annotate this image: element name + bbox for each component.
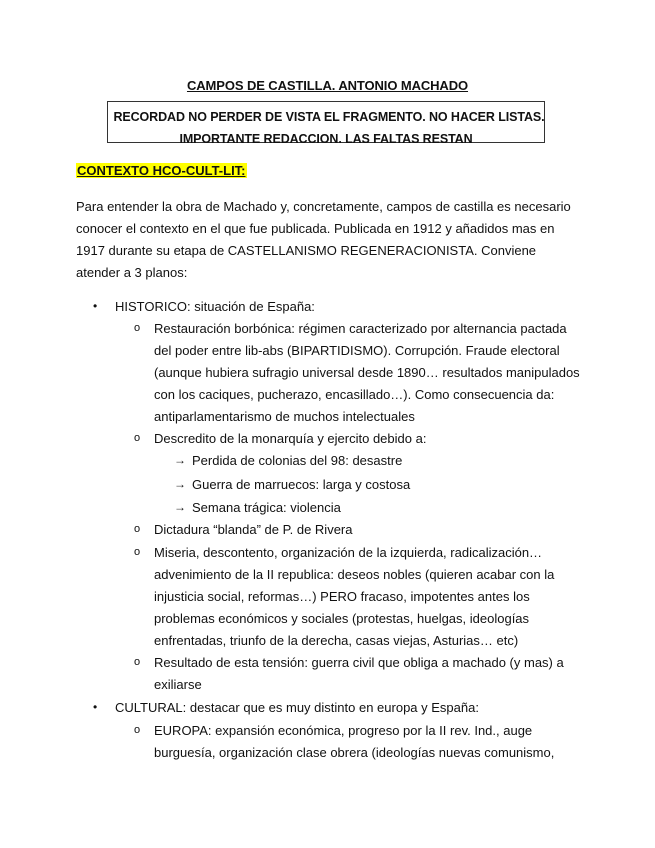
- miseria-line: advenimiento de la II republica: deseos nobles (quieren acabar con la: [154, 567, 555, 582]
- intro-line: atender a 3 planos:: [76, 265, 188, 280]
- restauracion-line: Restauración borbónica: régimen caracterizado por alternancia pactada: [154, 321, 567, 336]
- sub-bullet-marker: o: [134, 724, 141, 736]
- intro-line: 1917 durante su etapa de CASTELLANISMO REGENERACIONISTA. Conviene: [76, 243, 537, 258]
- miseria-line: enfrentadas, triunfo de la derecha, casas viejas, Asturias… etc): [154, 633, 519, 648]
- notice-box: [107, 101, 545, 146]
- document-title: CAMPOS DE CASTILLA. ANTONIO MACHADO: [186, 78, 469, 93]
- cultural-label: CULTURAL: destacar que es muy distinto en europa y España:: [115, 700, 479, 715]
- resultado-line: Resultado de esta tensión: guerra civil que obliga a machado (y mas) a: [154, 655, 564, 670]
- dictadura-line: Dictadura “blanda” de P. de Rivera: [154, 522, 353, 537]
- descredito-line: Descredito de la monarquía y ejercito debido a:: [154, 431, 427, 446]
- notice-line-1: RECORDAD NO PERDER DE VISTA EL FRAGMENTO. NO HACER LISTAS.: [113, 110, 545, 124]
- miseria-line: Miseria, descontento, organización de la izquierda, radicalización…: [154, 545, 543, 560]
- bullet-marker: •: [93, 299, 98, 313]
- resultado-line: exiliarse: [154, 677, 202, 692]
- sub-bullet-marker: o: [134, 546, 141, 558]
- section-heading: CONTEXTO HCO-CULT-LIT:: [77, 163, 246, 178]
- restauracion-line: con los caciques, pucherazo, encasillado…). Como consecuencia da:: [154, 387, 555, 402]
- descredito-item: Semana trágica: violencia: [192, 500, 341, 515]
- restauracion-line: antiparlamentarismo de muchos intelectuales: [154, 409, 415, 424]
- bullet-marker: •: [93, 700, 98, 714]
- sub-bullet-marker: o: [134, 322, 141, 334]
- intro-line: conocer el contexto en el que fue publicada. Publicada en 1912 y añadidos mas en: [76, 221, 555, 236]
- arrow-icon: →: [174, 453, 186, 467]
- sub-bullet-marker: o: [134, 432, 141, 444]
- miseria-line: injusticia social, reformas…) PERO fracaso, impotentes antes los: [154, 589, 530, 604]
- sub-bullet-marker: o: [134, 656, 141, 668]
- miseria-line: problemas económicos y sociales (protestas, huelgas, ideologías: [154, 611, 530, 626]
- restauracion-line: (aunque hubiera sufragio universal desde 1890… resultados manipulados: [154, 365, 580, 380]
- descredito-item: Guerra de marruecos: larga y costosa: [192, 477, 411, 492]
- europa-line: burguesía, organización clase obrera (ideologías nuevas comunismo,: [154, 745, 555, 760]
- europa-line: EUROPA: expansión económica, progreso por la II rev. Ind., auge: [154, 723, 533, 738]
- notice-line-2: IMPORTANTE REDACCION. LAS FALTAS RESTAN: [179, 132, 473, 146]
- arrow-icon: →: [174, 500, 186, 514]
- arrow-icon: →: [174, 477, 186, 491]
- descredito-item: Perdida de colonias del 98: desastre: [192, 453, 403, 468]
- historico-label: HISTORICO: situación de España:: [115, 299, 315, 314]
- intro-line: Para entender la obra de Machado y, concretamente, campos de castilla es necesario: [76, 199, 571, 214]
- restauracion-line: del poder entre lib-abs (BIPARTIDISMO). Corrupción. Fraude electoral: [154, 343, 560, 358]
- sub-bullet-marker: o: [134, 523, 141, 535]
